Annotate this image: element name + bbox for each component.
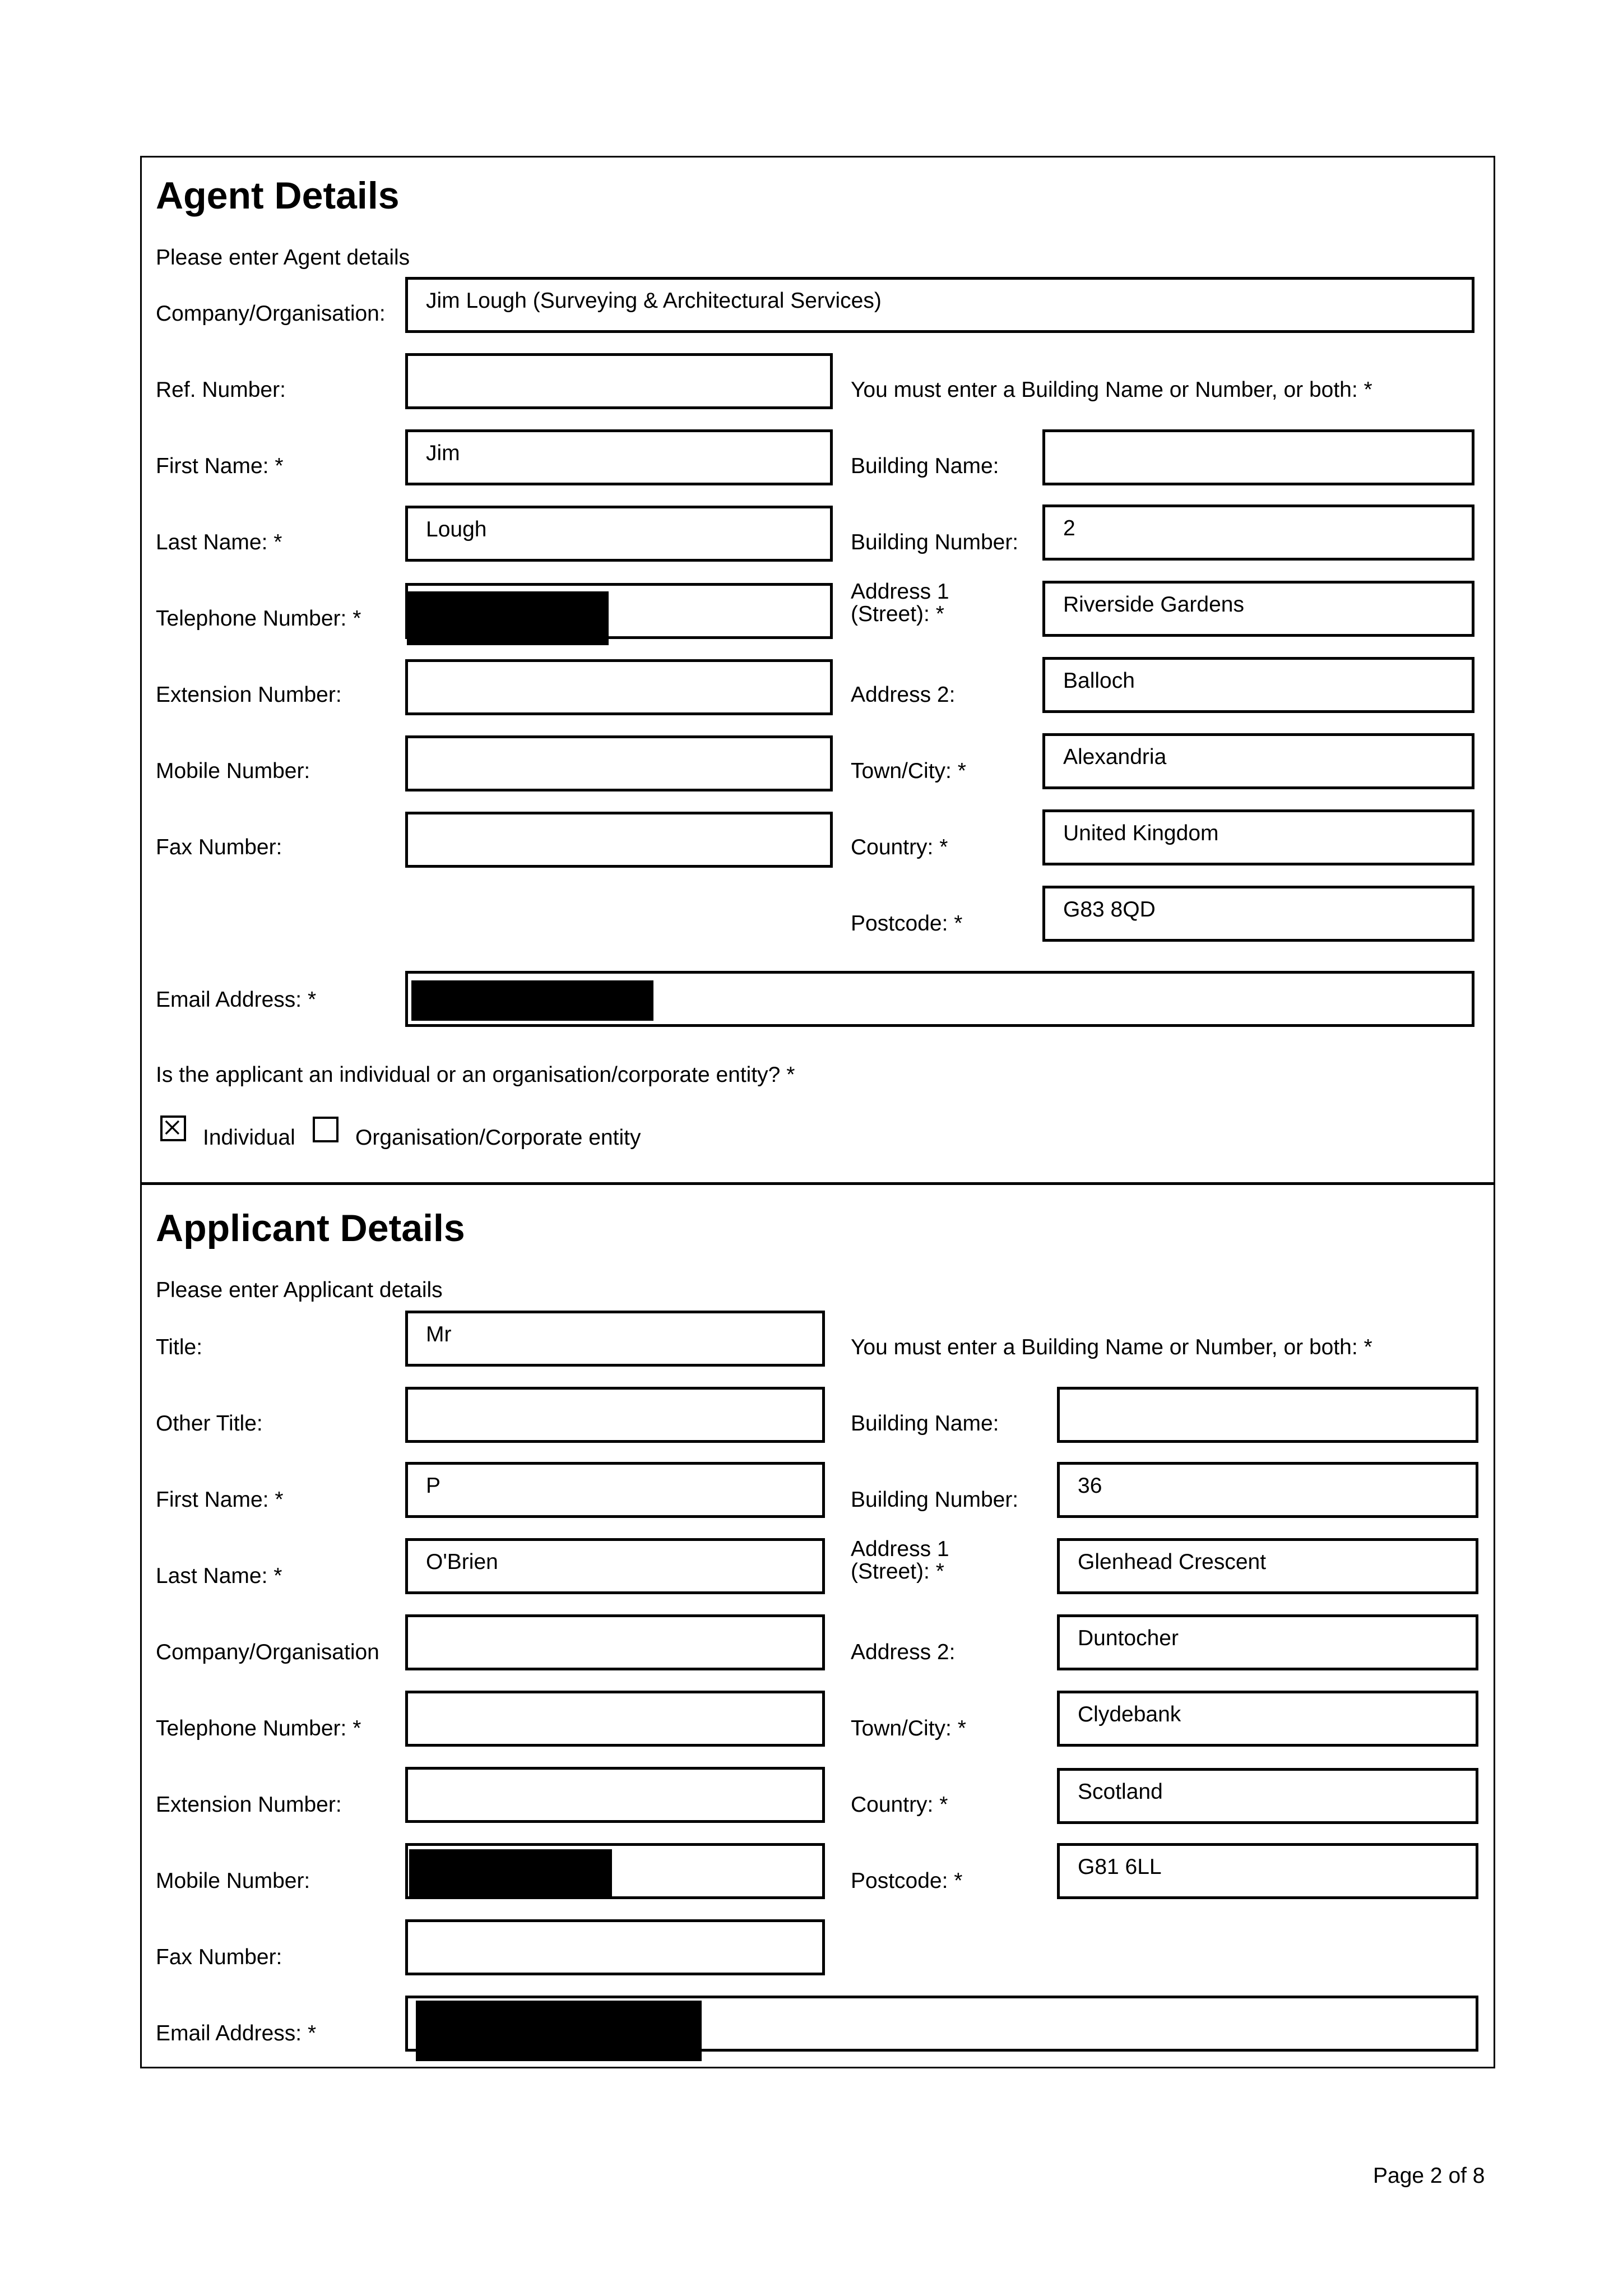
applicant-email-redaction: [416, 2001, 702, 2061]
agent-town-field[interactable]: [1042, 733, 1474, 789]
applicant-town-value: Clydebank: [1078, 1702, 1181, 1726]
agent-building-name-field[interactable]: [1042, 429, 1474, 485]
applicant-address1-value: Glenhead Crescent: [1078, 1550, 1267, 1574]
agent-company-value: Jim Lough (Surveying & Architectural Services): [426, 289, 882, 313]
agent-email-label: Email Address: *: [156, 988, 317, 1012]
applicant-country-field[interactable]: [1057, 1768, 1478, 1824]
applicant-building-note: You must enter a Building Name or Number, or both: *: [851, 1335, 1372, 1359]
applicant-first-name-value: P: [426, 1474, 441, 1498]
agent-address1-value: Riverside Gardens: [1063, 592, 1244, 617]
applicant-first-name-label: First Name: *: [156, 1488, 284, 1512]
agent-postcode-value: G83 8QD: [1063, 897, 1156, 922]
agent-postcode-field[interactable]: [1042, 886, 1474, 942]
applicant-title-label: Title:: [156, 1335, 203, 1359]
applicant-building-name-label: Building Name:: [851, 1411, 999, 1436]
agent-company-field[interactable]: [405, 277, 1474, 333]
individual-checkbox[interactable]: [160, 1115, 186, 1141]
applicant-building-number-value: 36: [1078, 1474, 1102, 1498]
agent-address2-field[interactable]: [1042, 657, 1474, 713]
applicant-intro-text: Please enter Applicant details: [156, 1278, 443, 1302]
applicant-email-field[interactable]: [405, 1996, 1478, 2052]
applicant-postcode-value: G81 6LL: [1078, 1855, 1162, 1879]
applicant-country-label: Country: *: [851, 1793, 948, 1817]
agent-first-name-label: First Name: *: [156, 454, 284, 478]
agent-last-name-value: Lough: [426, 517, 487, 541]
applicant-title-field[interactable]: [405, 1311, 825, 1367]
applicant-section-heading: Applicant Details: [156, 1207, 465, 1249]
applicant-address1-label: Address 1 (Street): *: [851, 1537, 949, 1584]
applicant-country-value: Scotland: [1078, 1780, 1163, 1804]
agent-telephone-field[interactable]: [405, 583, 833, 639]
agent-building-number-value: 2: [1063, 516, 1075, 540]
applicant-company-label: Company/Organisation: [156, 1640, 379, 1664]
agent-country-value: United Kingdom: [1063, 821, 1219, 845]
agent-town-label: Town/City: *: [851, 759, 966, 783]
individual-option-label: Individual: [203, 1126, 295, 1150]
applicant-other-title-label: Other Title:: [156, 1411, 263, 1436]
applicant-mobile-field[interactable]: [405, 1843, 825, 1899]
agent-building-note: You must enter a Building Name or Number, or both: *: [851, 378, 1372, 402]
applicant-address1-field[interactable]: [1057, 1538, 1478, 1594]
agent-address1-label: Address 1 (Street): *: [851, 580, 949, 626]
agent-extension-label: Extension Number:: [156, 683, 342, 707]
checkbox-cross-icon: [163, 1118, 184, 1139]
agent-country-field[interactable]: [1042, 809, 1474, 865]
applicant-building-name-field[interactable]: [1057, 1387, 1478, 1443]
agent-section-heading: Agent Details: [156, 174, 400, 217]
agent-email-redaction: [411, 980, 653, 1021]
applicant-type-question: Is the applicant an individual or an organisation/corporate entity? *: [156, 1063, 795, 1087]
agent-company-label: Company/Organisation:: [156, 302, 386, 326]
applicant-postcode-field[interactable]: [1057, 1843, 1478, 1899]
agent-address2-value: Balloch: [1063, 669, 1135, 693]
agent-mobile-field[interactable]: [405, 735, 833, 791]
applicant-telephone-field[interactable]: [405, 1691, 825, 1747]
agent-address1-field[interactable]: [1042, 581, 1474, 637]
agent-first-name-field[interactable]: [405, 429, 833, 485]
applicant-building-number-label: Building Number:: [851, 1488, 1019, 1512]
applicant-last-name-label: Last Name: *: [156, 1564, 282, 1588]
applicant-postcode-label: Postcode: *: [851, 1869, 963, 1893]
agent-telephone-redaction: [407, 591, 609, 645]
organisation-option-label: Organisation/Corporate entity: [355, 1126, 641, 1150]
applicant-town-label: Town/City: *: [851, 1716, 966, 1740]
applicant-address2-label: Address 2:: [851, 1640, 956, 1664]
applicant-title-value: Mr: [426, 1322, 452, 1346]
agent-town-value: Alexandria: [1063, 745, 1167, 769]
agent-ref-label: Ref. Number:: [156, 378, 286, 402]
agent-building-number-label: Building Number:: [851, 530, 1019, 554]
applicant-last-name-field[interactable]: [405, 1538, 825, 1594]
applicant-telephone-label: Telephone Number: *: [156, 1716, 361, 1740]
agent-mobile-label: Mobile Number:: [156, 759, 310, 783]
applicant-email-label: Email Address: *: [156, 2021, 317, 2045]
organisation-checkbox[interactable]: [313, 1117, 338, 1142]
agent-intro-text: Please enter Agent details: [156, 246, 410, 270]
applicant-building-number-field[interactable]: [1057, 1462, 1478, 1518]
agent-fax-field[interactable]: [405, 812, 833, 868]
applicant-mobile-redaction: [409, 1849, 612, 1897]
applicant-fax-label: Fax Number:: [156, 1945, 282, 1969]
applicant-first-name-field[interactable]: [405, 1462, 825, 1518]
applicant-address2-field[interactable]: [1057, 1614, 1478, 1670]
applicant-town-field[interactable]: [1057, 1691, 1478, 1747]
applicant-mobile-label: Mobile Number:: [156, 1869, 310, 1893]
agent-last-name-label: Last Name: *: [156, 530, 282, 554]
agent-telephone-label: Telephone Number: *: [156, 607, 361, 631]
agent-country-label: Country: *: [851, 835, 948, 859]
applicant-address2-value: Duntocher: [1078, 1626, 1179, 1650]
agent-extension-field[interactable]: [405, 659, 833, 715]
section-divider: [140, 1182, 1495, 1185]
agent-address2-label: Address 2:: [851, 683, 956, 707]
agent-building-number-field[interactable]: [1042, 504, 1474, 561]
agent-last-name-field[interactable]: [405, 506, 833, 562]
applicant-extension-field[interactable]: [405, 1767, 825, 1823]
agent-building-name-label: Building Name:: [851, 454, 999, 478]
agent-ref-field[interactable]: [405, 353, 833, 409]
page-number: Page 2 of 8: [1373, 2164, 1485, 2188]
agent-postcode-label: Postcode: *: [851, 911, 963, 936]
applicant-company-field[interactable]: [405, 1614, 825, 1670]
agent-fax-label: Fax Number:: [156, 835, 282, 859]
agent-first-name-value: Jim: [426, 441, 460, 465]
applicant-other-title-field[interactable]: [405, 1387, 825, 1443]
applicant-extension-label: Extension Number:: [156, 1793, 342, 1817]
applicant-fax-field[interactable]: [405, 1919, 825, 1975]
agent-email-field[interactable]: [405, 971, 1474, 1027]
applicant-last-name-value: O'Brien: [426, 1550, 498, 1574]
